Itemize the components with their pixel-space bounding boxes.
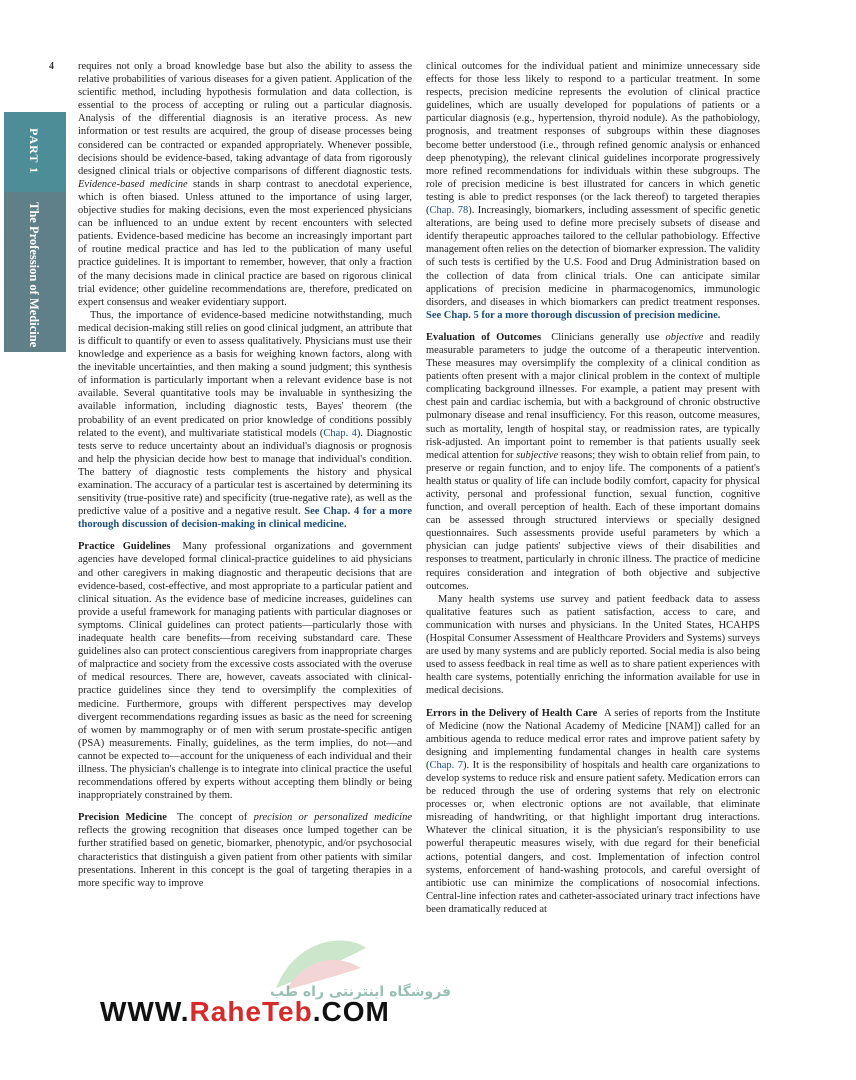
text-run: requires not only a broad knowledge base but also the ability to assess the relative probabilities of various diseases for a given patient. Application of the scientific method, including hypothesis formulation and data collection, is essential to the process of accepting or ruling out a particular diagnosis. Analysis of the differential diagnosis is an iterative process. As new information or test results are acquired, the group of disease processes being considered can be contracted or expanded appropriately. Whenever possible, decisions should be evidence-based, taking advantage of data from rigorously designed clinical trials or objective comparisons of different diagnostic tests. xyxy=(78,61,412,177)
text-run: Many professional organizations and government agencies have developed formal clinical-practice guidelines to aid physicians and other caregivers in making diagnostic and therapeutic decisions that are evidence-based, cost-effective, and most appropriate to a particular patient and clinical situation. As the evidence base of medicine increases, guidelines can provide a useful framework for managing patients with particular diagnoses or symptoms. Clinical guidelines can protect patients—particularly those with inadequate health care benefits—from receiving substandard care. These guidelines also can protect conscientious caregivers from inappropriate charges of malpractice and society from the excessive costs associated with the overuse of medical resources. There are, however, caveats associated with clinical-practice guidelines since they tend to oversimplify the complexities of medicine. Furthermore, groups with different perspectives may develop divergent recommendations regarding issues as basic as the need for screening of women by mammography or of men with serum prostate-specific antigen (PSA) measurements. Finally, guidelines, as the term implies, do not—and cannot be expected to—account for the uniqueness of each individual and their illness. The physician's challenge is to integrate into clinical practice the useful recommendations offered by experts without accepting them blindly or being inappropriately constrained by them. xyxy=(78,541,412,802)
page-number: 4 xyxy=(49,61,54,72)
part-title: The Profession of Medicine xyxy=(27,202,41,348)
see-also-link[interactable]: See Chap. 5 for a more thorough discussion of precision medicine. xyxy=(426,309,721,321)
chapter-link[interactable]: Chap. 7 xyxy=(429,759,464,771)
italic-term: precision or personalized medicine xyxy=(253,812,412,824)
text-run: stands in sharp contrast to anecdotal experience, which is often biased. Unless attuned to the importance of using larger, objective studies for making decisions, even the most experienced physicians can be influenced to an undue extent by recent encounters with selected patients. Evidence-based medicine has become an increasingly important part of routine medical practice and has led to the publication of many useful practice guidelines. It is important to remember, however, that only a fraction of the many decisions made in clinical practice are based on rigorous clinical trial evidence; other guideline recommendations are, therefore, predicated on expert consensus and weaker evidentiary support. xyxy=(78,178,412,308)
part-side-tab xyxy=(4,112,66,352)
paragraph xyxy=(426,593,760,698)
part-label: PART 1 xyxy=(27,128,41,175)
chapter-link[interactable]: Chap. 4 xyxy=(323,427,357,439)
chapter-link[interactable]: Chap. 78 xyxy=(429,205,469,217)
text-run: ). It is the responsibility of hospitals and health care organizations to develop systems to reduce risk and ensure patient safety. Medication errors can be reduced through the use of ordering systems that rely on electronic processes or, when electronic options are not available, that eliminate misreading of handwriting, or that highlight important drug interactions. Whatever the clinical situation, it is the physician's responsibility to use powerful therapeutic measures wisely, with due regard for their beneficial actions, potential dangers, and cost. Implementation of infection control systems, enforcement of hand-washing protocols, and careful oversight of antibiotic use can minimize the complications of nosocomial infections. Central-line infection rates and catheter-associated urinary tract infections have been dramatically reduced at xyxy=(426,759,760,915)
watermark-logo xyxy=(100,996,390,1028)
section-heading: Errors in the Delivery of Health Care xyxy=(426,707,598,719)
text-run: clinical outcomes for the individual patient and minimize unnecessary side effects for those less likely to respond to a particular treatment. In some respects, precision medicine represents the evolution of clinical practice guidelines, which are usually developed for populations of patients or a particular diagnosis (e.g., hypertension, thyroid nodule). As the pathobiology, prognosis, and treatment responses of subgroups within these diagnoses become better understood (i.e., through refined genomic analysis or enhanced deep phenotyping), the relevant clinical guidelines incorporate progressively more refined recommendations for individuals within these subgroups. The role of precision medicine is best illustrated for cancers in which genetic testing is able to predict responses (or the lack thereof) to targeted therapies ( xyxy=(426,61,760,217)
text-run: Many health systems use survey and patient feedback data to assess qualitative features such as patient satisfaction, access to care, and communication with nurses and physicians. In the United States, HCAHPS (Hospital Consumer Assessment of Healthcare Providers and Systems) surveys are used by many systems and are publicly reported. Social media is also being used to assess feedback in real time as well as to share patient experiences with health care systems, potentially enriching the information available for use in medical decisions. xyxy=(426,593,760,697)
paragraph xyxy=(426,331,760,593)
watermark-suffix: .COM xyxy=(312,996,390,1027)
text-run: and readily measurable parameters to judge the outcome of a therapeutic intervention. These measures may oversimplify the complexity of a clinical condition as patients often present with a major clinical problem in the context of multiple complicating background illnesses. For example, a patient may present with chest pain and cardiac ischemia, but with a background of chronic obstructive pulmonary disease and renal insufficiency. For this reason, outcome measures, such as mortality, length of hospital stay, or readmission rates, are typically risk-adjusted. An important point to remember is that patients usually seek medical attention for xyxy=(426,331,761,461)
text-run: A series of reports from the Institute of Medicine (now the National Academy of Medicine [NAM]) called for an ambitious agenda to reduce medical error rates and improve patient safety by designing and implementing fundamental changes in health care systems ( xyxy=(426,707,761,771)
italic-term: subjective xyxy=(516,449,559,461)
text-run: ). Increasingly, biomarkers, including assessment of specific genetic alterations, are being used to define more precisely subsets of disease and identify therapeutic approaches tailored to the cellular pathobiology. Effective management often relies on the detection of biomarker expression. The validity of such tests is certified by the U.S. Food and Drug Administration based on the collection of data from clinical trials. One can anticipate similar applications of precision medicine in pharmacogenomics, immunologic disorders, and diseases in which biomarkers can predict treatment responses. xyxy=(426,205,760,308)
text-run: reasons; they wish to obtain relief from pain, to preserve or regain function, and to enjoy life. The components of a patient's health status or quality of life can include bodily comfort, capacity for physical activity, personal and professional function, sexual function, cognitive function, and overall perception of health. Each of these important domains can be assessed through structured interviews or specially designed questionnaires. Such assessments provide useful parameters by which a physician can judge patients' subjective views of their disabilities and responses to treatment, particularly in chronic illness. The practice of medicine requires consideration and integration of both objective and subjective outcomes. xyxy=(426,449,760,592)
text-run: reflects the growing recognition that diseases once lumped together can be further stratified based on genetic, biomarker, phenotypic, and/or psychosocial characteristics that distinguish a given patient from other patients with similar presentations. Inherent in this concept is the goal of targeting therapies in a more specific way to improve xyxy=(78,825,412,889)
right-column xyxy=(426,60,760,916)
text-run: Clinicians generally use xyxy=(551,331,666,343)
see-also-link[interactable]: See Chap. 4 for a more thorough discussion of decision-making in clinical medicine. xyxy=(78,506,412,531)
paragraph xyxy=(78,540,412,802)
watermark-prefix: WWW. xyxy=(100,996,190,1027)
text-run: The concept of xyxy=(177,812,254,824)
section-heading: Precision Medicine xyxy=(78,812,167,824)
section-heading: Evaluation of Outcomes xyxy=(426,331,542,343)
paragraph xyxy=(78,811,412,890)
watermark-brand: RaheTeb xyxy=(189,996,313,1027)
section-heading: Practice Guidelines xyxy=(78,541,171,553)
italic-term: Evidence-based medicine xyxy=(78,178,188,190)
paragraph xyxy=(78,60,412,309)
paragraph xyxy=(78,309,412,532)
paragraph xyxy=(426,707,760,917)
paragraph xyxy=(426,60,760,322)
text-run: Thus, the importance of evidence-based medicine notwithstanding, much medical decision-making still relies on good clinical judgment, an attribute that is difficult to quantify or even to assess qualitatively. Physicians must use their knowledge and experience as a basis for weighing known factors, along with the inevitable uncertainties, and then making a sound judgment; this synthesis of information is particularly important when a relevant evidence base is not available. Several quantitative tools may be invaluable in synthesizing the available information, including diagnostic tests, Bayes' theorem (the probability of an event predicated on prior knowledge of conditions possibly related to the event), and multivariate statistical models ( xyxy=(78,309,412,439)
text-run: ). Diagnostic tests serve to reduce uncertainty about an individual's diagnosis or prognosis and help the physician decide how best to manage that individual's condition. The battery of diagnostic tests complements the history and physical examination. The accuracy of a particular test is ascertained by determining its sensitivity (true-positive rate) and specificity (true-negative rate), as well as the predictive value of a positive and a negative result. xyxy=(78,427,412,518)
left-column xyxy=(78,60,412,890)
watermark-subtitle: فروشگاه اینترنتی راه طب xyxy=(270,984,452,1000)
italic-term: objective xyxy=(665,331,704,343)
